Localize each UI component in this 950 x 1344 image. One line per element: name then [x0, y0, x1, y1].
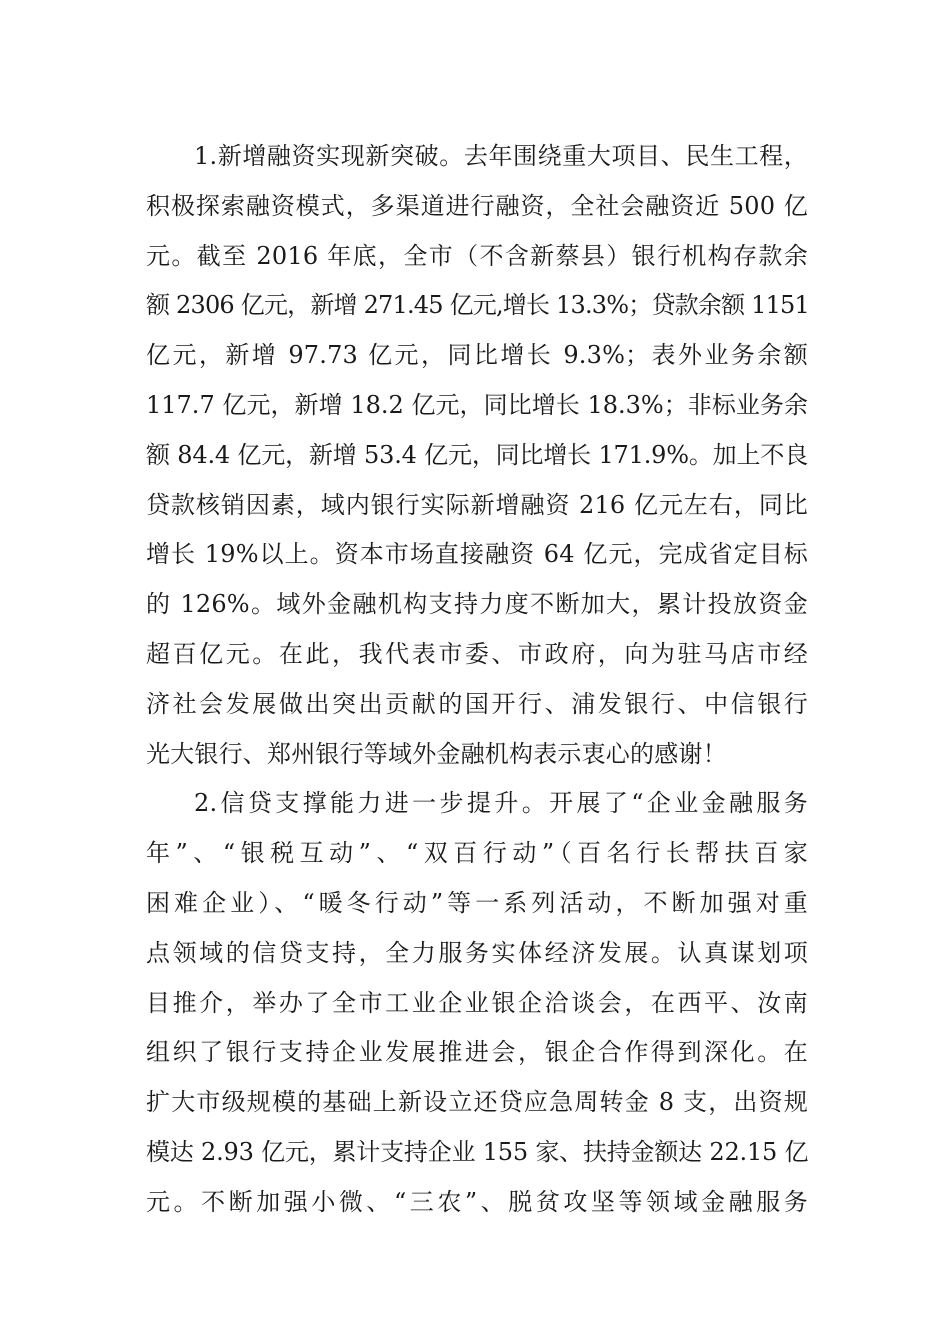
paragraph-2-line-5: 目推介，举办了全市工业企业银企洽谈会，在西平、汝南 — [146, 988, 808, 1017]
paragraph-2-line-4: 点领域的信贷支持，全力服务实体经济发展。认真谋划项 — [146, 938, 808, 967]
paragraph-2-line-1: 2.信贷支撑能力进一步提升。开展了“企业金融服务 — [194, 789, 808, 818]
document-body — [146, 132, 808, 1228]
paragraph-1-line-11: 超百亿元。在此，我代表市委、市政府，向为驻马店市经 — [146, 639, 808, 668]
paragraph-1-line-10: 的 126%。域外金融机构支持力度不断加大，累计投放资金 — [146, 590, 808, 619]
paragraph-1-line-2: 积极探索融资模式，多渠道进行融资，全社会融资近 500 亿 — [146, 191, 808, 220]
paragraph-1-line-6: 117.7 亿元，新增 18.2 亿元，同比增长 18.3%；非标业务余 — [146, 390, 808, 419]
paragraph-1-line-4: 额 2306 亿元，新增 271.45 亿元,增长 13.3%；贷款余额 1151 — [146, 291, 809, 320]
paragraph-1-line-5: 亿元，新增 97.73 亿元，同比增长 9.3%；表外业务余额 — [146, 341, 808, 370]
paragraph-1-line-8: 贷款核销因素，域内银行实际新增融资 216 亿元左右，同比 — [146, 490, 808, 519]
paragraph-1-line-13: 光大银行、郑州银行等域外金融机构表示衷心的感谢！ — [146, 739, 727, 768]
paragraph-1-line-1: 1.新增融资实现新突破。去年围绕重大项目、民生工程， — [194, 142, 808, 170]
paragraph-1-line-12: 济社会发展做出突出贡献的国开行、浦发银行、中信银行 — [146, 689, 808, 718]
paragraph-2-line-2: 年”、“银税互动”、“双百行动”（百名行长帮扶百家 — [146, 839, 808, 868]
paragraph-1-line-3: 元。截至 2016 年底，全市（不含新蔡县）银行机构存款余 — [146, 241, 808, 270]
paragraph-1-line-7: 额 84.4 亿元，新增 53.4 亿元，同比增长 171.9%。加上不良 — [146, 440, 808, 469]
paragraph-1-line-9: 增长 19%以上。资本市场直接融资 64 亿元，完成省定目标 — [146, 540, 808, 569]
paragraph-2-line-6: 组织了银行支持企业发展推进会，银企合作得到深化。在 — [146, 1038, 808, 1067]
paragraph-2-line-9: 元。不断加强小微、“三农”、脱贫攻坚等领域金融服务 — [146, 1187, 808, 1216]
paragraph-2-line-8: 模达 2.93 亿元，累计支持企业 155 家、扶持金额达 22.15 亿 — [146, 1137, 809, 1166]
paragraph-2-line-7: 扩大市级规模的基础上新设立还贷应急周转金 8 支，出资规 — [146, 1088, 808, 1117]
paragraph-2-line-3: 困难企业）、“暖冬行动”等一系列活动，不断加强对重 — [146, 888, 808, 917]
